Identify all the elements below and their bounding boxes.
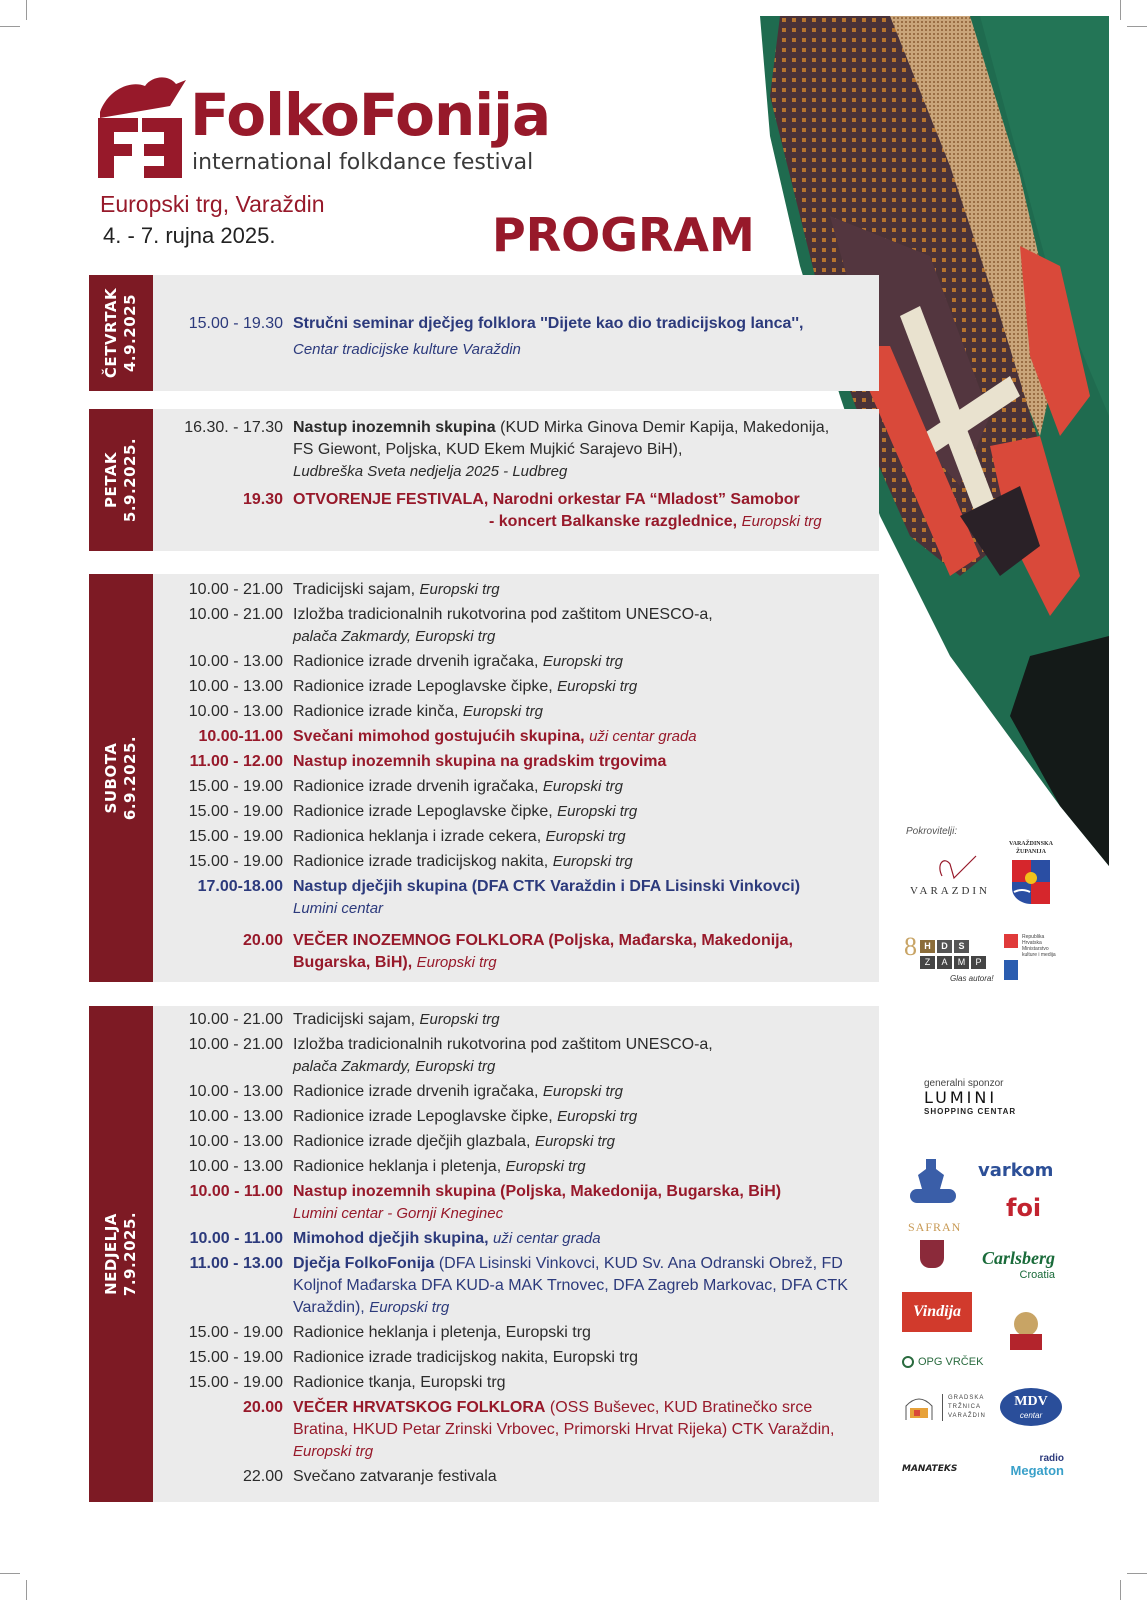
event-title: Radionice izrade drvenih igračaka, bbox=[293, 1083, 539, 1100]
event-title: VEČER HRVATSKOG FOLKLORA bbox=[293, 1399, 546, 1416]
gradski-muzej-logo bbox=[908, 1155, 958, 1207]
event-location: Europski trg bbox=[542, 778, 623, 795]
schedule-row bbox=[153, 651, 879, 673]
event-title: Nastup inozemnih skupina (Poljska, Makedonija, Bugarska, BiH) bbox=[293, 1183, 782, 1200]
day-tab bbox=[89, 574, 153, 982]
event-location: Europski trg bbox=[419, 581, 500, 598]
bear-beer-logo bbox=[1006, 1308, 1046, 1354]
event-title: Nastup dječjih skupina (DFA CTK Varaždin i DFA Lisinski Vinkovci) bbox=[293, 878, 801, 895]
gradska-trznica-logo: GRADSKA TRŽNICA VARAŽDIN bbox=[902, 1390, 986, 1424]
manateks-logo: MANATEKS bbox=[902, 1464, 958, 1474]
event-time: 17.00-18.00 bbox=[197, 878, 283, 895]
event-location: Ludbreška Sveta nedjelja 2025 - Ludbreg bbox=[293, 463, 568, 480]
event-location: Europski trg bbox=[542, 1083, 623, 1100]
crop-mark bbox=[26, 0, 27, 20]
schedule-row bbox=[153, 311, 879, 363]
event-time: 10.00 - 13.00 bbox=[188, 1158, 283, 1175]
vindija-logo: Vindija bbox=[902, 1292, 972, 1332]
crop-mark bbox=[1120, 0, 1121, 20]
day-label: ČETVRTAK 4.9.2025 bbox=[102, 287, 139, 379]
day-label: PETAK 5.9.2025. bbox=[102, 437, 139, 523]
event-details: (OSS Buševec, KUD Bratinečko srce Bratina, HKUD Petar Zrinski Vrbovec, Primorski Hrvat Rijeka) CTK Varaždin, bbox=[293, 1399, 835, 1438]
ministry-of-culture-logo: Republika Hrvatska Ministarstvo kulture i medija bbox=[1004, 934, 1064, 990]
day-label: SUBOTA 6.9.2025. bbox=[102, 735, 139, 821]
event-location: Europski trg bbox=[741, 513, 822, 530]
v-script-icon bbox=[904, 854, 996, 880]
event-title: Radionice izrade tradicijskog nakita, bbox=[293, 853, 549, 870]
sponsors-panel bbox=[898, 820, 1068, 1490]
event-time: 10.00 - 13.00 bbox=[188, 1108, 283, 1125]
schedule-row bbox=[153, 776, 879, 798]
event-title: OTVORENJE FESTIVALA, Narodni orkestar FA “Mladost” Samobor bbox=[293, 491, 800, 508]
event-location: palača Zakmardy, Europski trg bbox=[293, 1058, 496, 1075]
venue: Europski trg, Varaždin bbox=[100, 191, 325, 217]
schedule-row bbox=[153, 701, 879, 723]
crop-mark bbox=[0, 26, 20, 27]
hat-ff-logo-icon bbox=[90, 72, 190, 180]
schedule-row bbox=[153, 1228, 879, 1250]
event-time: 15.00 - 19.00 bbox=[188, 1374, 283, 1391]
foi-logo: foi bbox=[1006, 1194, 1042, 1222]
day-block-sunday bbox=[89, 1006, 879, 1502]
patrons-label: Pokrovitelji: bbox=[906, 826, 958, 837]
crop-mark bbox=[1120, 1580, 1121, 1600]
schedule-row bbox=[153, 1372, 879, 1394]
day-block-friday bbox=[89, 409, 879, 551]
event-location: uži centar grada bbox=[493, 1230, 601, 1247]
event-title: Radionica heklanja i izrade cekera, bbox=[293, 828, 542, 845]
schedule-row bbox=[153, 417, 879, 483]
varazdin-county-logo: VARAŽDINSKA ŽUPANIJA bbox=[1006, 840, 1056, 906]
event-location: palača Zakmardy, Europski trg bbox=[293, 628, 496, 645]
event-details: (KUD Mirka Ginova Demir Kapija, Makedonija, FS Giewont, Poljska, KUD Ekem Mujkić Sarajevo BiH), bbox=[293, 419, 830, 458]
schedule-row bbox=[153, 851, 879, 873]
event-time: 11.00 - 12.00 bbox=[189, 753, 283, 770]
event-title: Nastup inozemnih skupina na gradskim trgovima bbox=[293, 753, 667, 770]
carlsberg-logo: Carlsberg Croatia bbox=[982, 1248, 1056, 1281]
event-title: VEČER INOZEMNOG FOLKLORA (Poljska, Mađarska, Makedonija, Bugarska, BiH), bbox=[293, 932, 793, 971]
event-location: Europski trg bbox=[293, 1443, 374, 1460]
event-location: Europski trg bbox=[557, 803, 638, 820]
event-location: Europski trg bbox=[534, 1133, 615, 1150]
schedule-row bbox=[153, 1106, 879, 1128]
varazdin-city-logo: VARAZDIN bbox=[904, 854, 996, 894]
horse-rider-icon bbox=[908, 1155, 958, 1207]
event-title: Radionice izrade Lepoglavske čipke, bbox=[293, 803, 553, 820]
bear-crest-icon bbox=[1006, 1308, 1046, 1354]
schedule-row bbox=[153, 604, 879, 648]
varkom-logo: varkom bbox=[978, 1160, 1054, 1181]
schedule-row bbox=[153, 826, 879, 848]
event-location: Europski trg bbox=[416, 954, 497, 971]
event-time: 22.00 bbox=[242, 1468, 283, 1485]
schedule-row bbox=[153, 579, 879, 601]
event-title: Radionice izrade Lepoglavske čipke, bbox=[293, 1108, 553, 1125]
opg-vrcek-logo: OPG VRČEK bbox=[902, 1356, 983, 1368]
event-time: 15.00 - 19.00 bbox=[188, 853, 283, 870]
crest-logo bbox=[920, 1240, 944, 1268]
day-label: NEDJELJA 7.9.2025. bbox=[102, 1211, 139, 1297]
event-title: Radionice izrade drvenih igračaka, bbox=[293, 653, 539, 670]
schedule-row bbox=[153, 1181, 879, 1225]
event-location: Centar tradicijske kulture Varaždin bbox=[293, 341, 521, 358]
event-time: 10.00 - 11.00 bbox=[189, 1230, 283, 1247]
event-time: 19.30 bbox=[242, 491, 283, 508]
event-location: Europski trg bbox=[369, 1299, 450, 1316]
event-title: Radionice izrade tradicijskog nakita, Europski trg bbox=[293, 1349, 639, 1366]
crop-mark bbox=[0, 1573, 20, 1574]
event-title: Tradicijski sajam, bbox=[293, 1011, 416, 1028]
event-title: Radionice izrade drvenih igračaka, bbox=[293, 778, 539, 795]
event-location: Europski trg bbox=[545, 828, 626, 845]
event-title: Stručni seminar dječjeg folklora ''Dijete kao dio tradicijskog lanca'', bbox=[293, 315, 804, 332]
day-block-saturday bbox=[89, 574, 879, 982]
leaf-icon bbox=[902, 1356, 914, 1368]
event-title: Mimohod dječjih skupina, bbox=[293, 1230, 489, 1247]
event-time: 10.00-11.00 bbox=[198, 728, 283, 745]
logo-title: FolkoFonija bbox=[190, 81, 551, 149]
event-details: - koncert Balkanske razglednice, bbox=[489, 513, 738, 530]
event-time: 10.00 - 21.00 bbox=[188, 1036, 283, 1053]
event-time: 15.00 - 19.00 bbox=[188, 1349, 283, 1366]
event-title: Izložba tradicionalnih rukotvorina pod zaštitom UNESCO-a, bbox=[293, 1036, 713, 1053]
event-title: Nastup inozemnih skupina bbox=[293, 419, 496, 436]
event-title: Radionice izrade Lepoglavske čipke, bbox=[293, 678, 553, 695]
schedule-row bbox=[153, 1347, 879, 1369]
event-location: Europski trg bbox=[419, 1011, 500, 1028]
event-title: Svečano zatvaranje festivala bbox=[293, 1468, 497, 1485]
schedule-row bbox=[153, 1156, 879, 1178]
event-time: 10.00 - 11.00 bbox=[189, 1183, 283, 1200]
event-time: 15.00 - 19.00 bbox=[188, 803, 283, 820]
event-time: 15.00 - 19.30 bbox=[188, 315, 283, 332]
event-time: 15.00 - 19.00 bbox=[188, 778, 283, 795]
event-title: Radionice izrade dječjih glazbala, bbox=[293, 1133, 531, 1150]
festival-dates: 4. - 7. rujna 2025. bbox=[103, 223, 276, 248]
event-time: 10.00 - 13.00 bbox=[188, 1083, 283, 1100]
event-location: Europski trg bbox=[542, 653, 623, 670]
event-time: 10.00 - 21.00 bbox=[188, 1011, 283, 1028]
event-time: 15.00 - 19.00 bbox=[188, 828, 283, 845]
schedule-row bbox=[153, 676, 879, 698]
schedule-row bbox=[153, 876, 879, 920]
mdv-centar-logo: MDV centar bbox=[1000, 1388, 1062, 1426]
schedule-row bbox=[153, 1034, 879, 1078]
day-tab bbox=[89, 409, 153, 551]
market-gate-icon bbox=[902, 1390, 936, 1424]
schedule-row bbox=[153, 801, 879, 823]
program-heading: PROGRAM bbox=[492, 208, 755, 262]
event-title: Radionice izrade kinča, bbox=[293, 703, 459, 720]
hds-zamp-logo: 8 H D S Z A M P Glas autora! bbox=[904, 932, 994, 983]
day-tab bbox=[89, 275, 153, 391]
event-time: 20.00 bbox=[242, 1399, 283, 1416]
safran-logo: SAFRAN bbox=[908, 1220, 962, 1234]
event-title: Radionice heklanja i pletenja, bbox=[293, 1158, 502, 1175]
event-time: 20.00 bbox=[242, 932, 283, 949]
event-time: 10.00 - 13.00 bbox=[188, 1133, 283, 1150]
schedule-row bbox=[153, 1131, 879, 1153]
event-location: Europski trg bbox=[552, 853, 633, 870]
schedule-row bbox=[153, 489, 879, 533]
event-title: Izložba tradicionalnih rukotvorina pod zaštitom UNESCO-a, bbox=[293, 606, 713, 623]
event-time: 16.30. - 17.30 bbox=[184, 419, 283, 436]
event-title: Radionice tkanja, Europski trg bbox=[293, 1374, 506, 1391]
event-time: 10.00 - 21.00 bbox=[188, 581, 283, 598]
event-location: Europski trg bbox=[557, 678, 638, 695]
event-location: Lumini centar - Gornji Kneginec bbox=[293, 1205, 504, 1222]
day-tab bbox=[89, 1006, 153, 1502]
schedule-row bbox=[153, 751, 879, 773]
county-shield-icon bbox=[1010, 858, 1052, 906]
event-time: 10.00 - 21.00 bbox=[188, 606, 283, 623]
schedule-row bbox=[153, 1009, 879, 1031]
schedule-row bbox=[153, 726, 879, 748]
schedule-row bbox=[153, 930, 879, 974]
event-title: Dječja FolkoFonija bbox=[293, 1255, 435, 1272]
event-time: 10.00 - 13.00 bbox=[188, 653, 283, 670]
radio-megaton-logo: radio Megaton bbox=[1010, 1453, 1064, 1478]
schedule-row bbox=[153, 1081, 879, 1103]
crop-mark bbox=[26, 1580, 27, 1600]
schedule-row bbox=[153, 1322, 879, 1344]
day-block-thursday bbox=[89, 275, 879, 391]
logo-subtitle: international folkdance festival bbox=[192, 150, 534, 175]
event-title: Radionice heklanja i pletenja, Europski trg bbox=[293, 1324, 591, 1341]
event-details: (DFA Lisinski Vinkovci, KUD Sv. Ana Odranski Obrež, FD Koljnof Mađarska DFA KUD-a MAK Trnovec, DFA Zagreb Markovac, DFA CTK Varaždin), bbox=[293, 1255, 848, 1316]
event-location: Europski trg bbox=[557, 1108, 638, 1125]
crop-mark bbox=[1127, 26, 1147, 27]
event-time: 11.00 - 13.00 bbox=[189, 1255, 283, 1272]
event-title: Svečani mimohod gostujućih skupina, bbox=[293, 728, 585, 745]
event-location: Lumini centar bbox=[293, 900, 384, 917]
schedule-row bbox=[153, 1253, 879, 1319]
crop-mark bbox=[1127, 1573, 1147, 1574]
event-title: Tradicijski sajam, bbox=[293, 581, 416, 598]
schedule-row bbox=[153, 1466, 879, 1488]
event-time: 10.00 - 13.00 bbox=[188, 678, 283, 695]
event-location: uži centar grada bbox=[589, 728, 697, 745]
schedule-row bbox=[153, 1397, 879, 1463]
general-sponsor-lumini-logo: generalni sponzor LUMINI SHOPPING CENTAR bbox=[924, 1078, 1017, 1116]
event-time: 15.00 - 19.00 bbox=[188, 1324, 283, 1341]
event-location: Europski trg bbox=[462, 703, 543, 720]
event-time: 10.00 - 13.00 bbox=[188, 703, 283, 720]
event-location: Europski trg bbox=[505, 1158, 586, 1175]
festival-logo bbox=[90, 72, 610, 182]
